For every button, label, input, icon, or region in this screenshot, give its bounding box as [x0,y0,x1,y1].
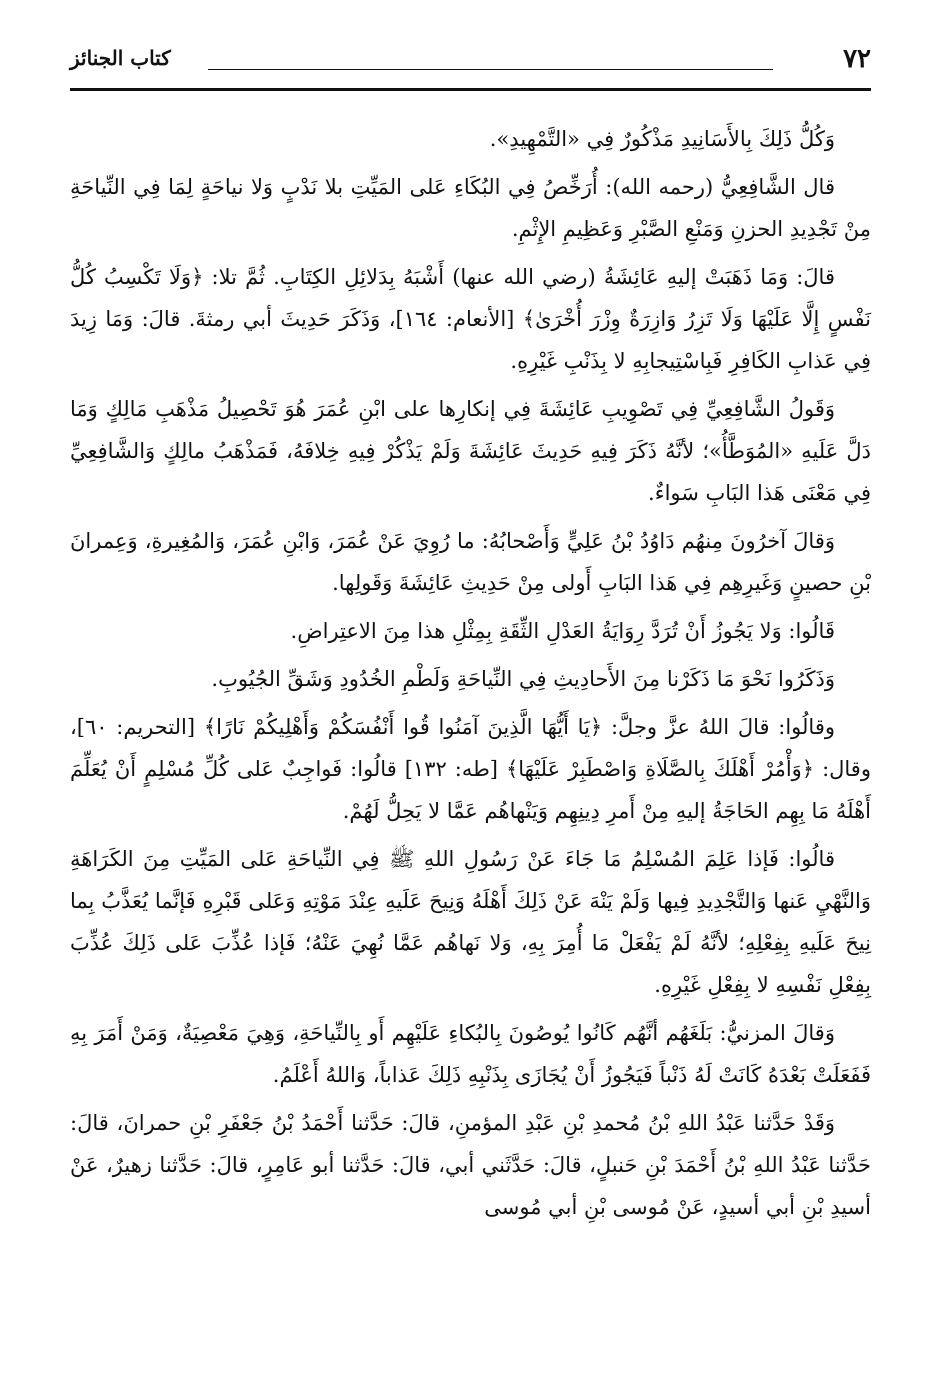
paragraph: وَقالَ آخرُونَ مِنهُم دَاوُدُ بْنُ عَلِيٍّ وَأَصْحابُهُ: ما رُوِيَ عَنْ عُمَرَ، وَابْنِ عُمَرَ، وَالمُغِيرةِ، وَعِمرانَ بْنِ حصينٍ وَغَيرِهِم فِي هَذا البَابِ أَولى مِنْ حَدِيثِ عَائِشَةَ وَقَولِها. [70,529,871,595]
paragraph: وقالُوا: قالَ اللهُ عزَّ وجلَّ: ﴿يَا أَيُّهَا الَّذِينَ آمَنُوا قُوا أَنْفُسَكُمْ وَأَهْلِيكُمْ نَارًا﴾ [التحريم: ٦٠]، وقال: ﴿وَأْمُرْ أَهْلَكَ بِالصَّلَاةِ وَاصْطَبِرْ عَلَيْهَا﴾ [طه: ١٣٢] قالُوا: فَواجِبٌ عَلى كُلِّ مُسْلِمٍ أَنْ يُعَلِّمَ أَهْلَهُ مَا بِهِم الحَاجَةُ إليهِ مِنْ أَمرِ دِينِهِم وَيَنْهاهُم عَمَّا لا يَحِلُّ لَهُمْ. [70,715,871,823]
page-number: ٧٢ [843,44,871,74]
paragraph: قال الشَّافِعِيُّ (رحمه الله): أُرَخِّصُ فِي البُكَاءِ عَلى المَيِّتِ بلا نَدْبٍ وَلا نياحَةٍ لِمَا فِي النِّياحَةِ مِنْ تَجْدِيدِ الحزنِ وَمَنْعِ الصَّبْرِ وَعَظِيمِ الإِثْمِ. [70,175,871,241]
page-body [70,118,871,1389]
paragraph: قَالُوا: وَلا يَجُوزُ أَنْ تُرَدَّ رِوَايَةُ العَدْلِ الثِّقَةِ بِمِثْلِ هذا مِنَ الاعتِراضِ. [290,619,835,643]
paragraph: وَكُلُّ ذَلِكَ بِالأَسَانِيدِ مَذْكُورٌ فِي «التَّمْهِيدِ». [489,127,835,151]
header-rule [208,69,773,70]
book-title: كتاب الجنائز [70,46,171,70]
paragraph: وَقَولُ الشَّافِعِيِّ فِي تَصْوِيبِ عَائِشَةَ فِي إنكارِها على ابْنِ عُمَرَ هُوَ تَحْصِيلُ مَذْهَبِ مَالِكٍ وَمَا دَلَّ عَلَيهِ «المُوَطَّأُ»؛ لأنَّهُ ذَكَرَ فِيهِ حَدِيثَ عَائِشَةَ وَلَمْ يَذْكُرْ فِيهِ خِلافَهُ، فَمَذْهَبُ مالِكٍ وَالشَّافِعِيِّ فِي مَعْنَى هَذا البَابِ سَواءٌ. [70,397,871,505]
paragraph: وَقَدْ حَدَّثنا عَبْدُ اللهِ بْنُ مُحمدِ بْنِ عَبْدِ المؤمنِ، قالَ: حَدَّثنا أَحْمَدُ بْنُ جَعْفَرِ بْنِ حمرانَ، قالَ: حَدَّثنا عَبْدُ اللهِ بْنُ أَحْمَدَ بْنِ حَنبلٍ، قالَ: حَدَّثَني أبي، قالَ: حَدَّثنا أبو عَامِرٍ، قالَ: حَدَّثنا زهيرٌ، عَنْ أسيدِ بْنِ أبي أسيدٍ، عَنْ مُوسى بْنِ أبي مُوسى [70,1111,871,1219]
paragraph: وَذَكَرُوا نَحْوَ مَا ذَكَرْنا مِنَ الأَحادِيثِ فِي النِّياحَةِ وَلَطْمِ الخُدُودِ وَشَقِّ الجُيُوبِ. [211,667,835,691]
page-header [70,38,871,88]
header-divider [70,88,871,91]
paragraph: قالُوا: فَإذا عَلِمَ المُسْلِمُ مَا جَاءَ عَنْ رَسُولِ اللهِ ﷺ فِي النِّياحَةِ عَلى المَيِّتِ مِنَ الكَرَاهَةِ وَالنَّهْيِ عَنها وَالتَّجْدِيدِ فِيها وَلَمْ يَنْهَ عَنْ ذَلِكَ أَهْلَهُ وَنِيحَ عَلَيهِ عِنْدَ مَوْتِهِ وَعَلى قَبْرِهِ فَإنَّما يُعَذَّبُ بِما نِيحَ عَلَيهِ بِفِعْلِهِ؛ لأنَّهُ لَمْ يَفْعَلْ مَا أُمِرَ بِهِ، وَلا نَهاهُم عَمَّا نُهِيَ عَنْهُ؛ فَإذا عُذِّبَ عَلى ذَلِكَ عُذِّبَ بِفِعْلِ نَفْسِهِ لا بِفِعْلِ غَيْرِهِ. [70,847,871,997]
paragraph: قالَ: وَمَا ذَهَبَتْ إليهِ عَائِشَةُ (رضي الله عنها) أَشْبَهُ بِدَلائِلِ الكِتَابِ. ثُمَّ تلا: ﴿وَلَا تَكْسِبُ كُلُّ نَفْسٍ إِلَّا عَلَيْهَا وَلَا تَزِرُ وَازِرَةٌ وِزْرَ أُخْرَىٰ﴾ [الأنعام: ١٦٤]، وَذَكَرَ حَدِيثَ أبي رمثةَ. قالَ: وَمَا زِيدَ فِي عَذابِ الكَافِرِ فَبِاسْتِيجابِهِ لا بِذَنْبِ غَيْرِهِ. [70,265,871,373]
paragraph: وَقالَ المزنيُّ: بَلَغَهُم أنَّهُم كَانُوا يُوصُونَ بِالبُكاءِ عَلَيْهِم أَو بِالنِّياحَةِ، وَهِيَ مَعْصِيَةٌ، وَمَنْ أَمَرَ بِهِ فَفَعَلَتْ بَعْدَهُ كَانَتْ لَهُ ذَنْباً فَيَجُوزُ أَنْ يُجَازَى بِذَنْبِهِ ذَلِكَ عَذاباً، وَاللهُ أَعْلَمُ. [70,1021,871,1087]
